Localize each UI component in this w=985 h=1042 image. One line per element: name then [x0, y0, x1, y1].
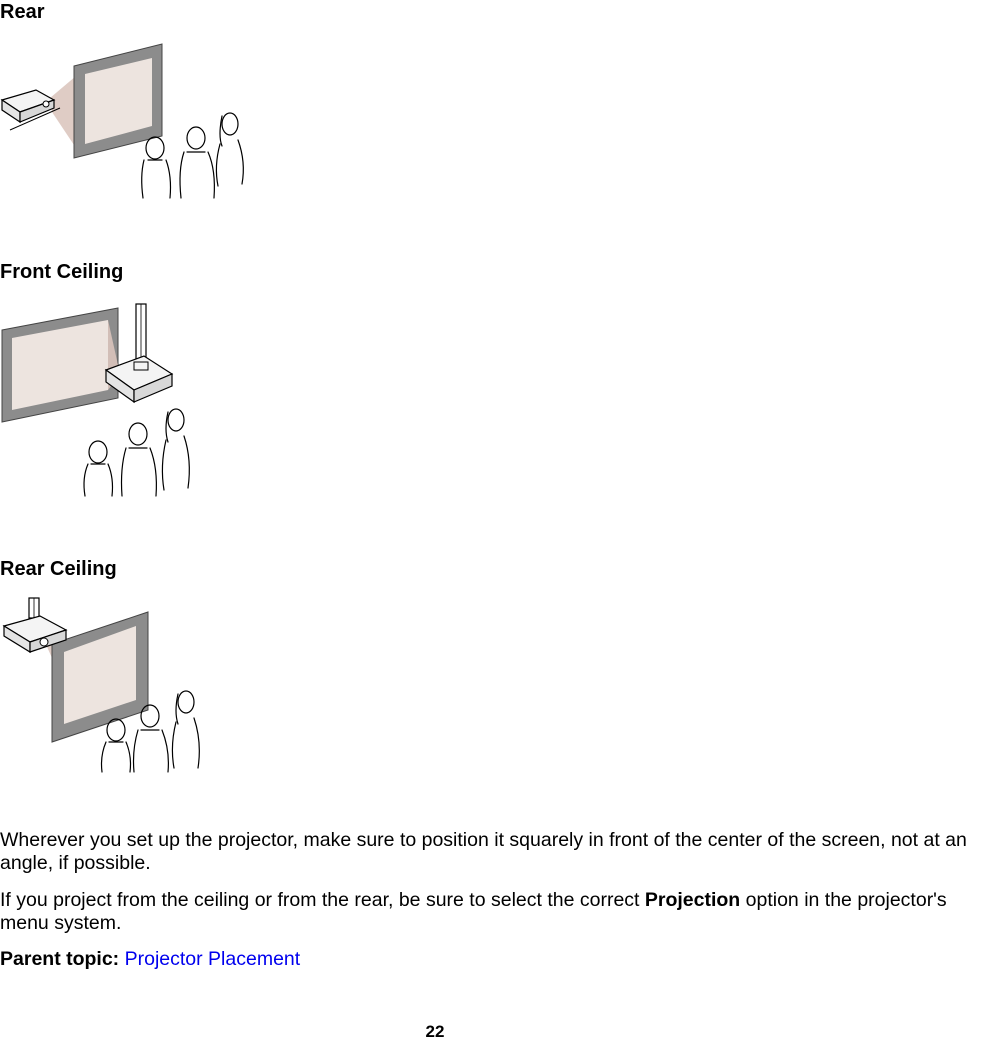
placement-instruction-paragraph: Wherever you set up the projector, make sure to position it squarely in front of the center of the screen, not at an angle, if possible.: [0, 829, 967, 874]
rear-projection-illustration: [0, 36, 260, 206]
section-heading-front-ceiling: Front Ceiling: [0, 261, 124, 283]
projection-paragraph-text-end: option in the projector's menu system.: [0, 889, 947, 934]
front-ceiling-projection-illustration: [0, 300, 200, 500]
parent-topic-line: [0, 948, 985, 971]
section-heading-rear: Rear: [0, 1, 45, 23]
projection-option-name: Projection: [644, 889, 741, 911]
rear-ceiling-projection-illustration: [0, 596, 210, 776]
projection-paragraph-text-start: If you project from the ceiling or from the rear, be sure to select the correct: [0, 889, 645, 911]
parent-topic-label: Parent topic:: [0, 948, 120, 970]
section-heading-rear-ceiling: Rear Ceiling: [0, 558, 117, 580]
page-number: 22: [425, 1022, 445, 1041]
projection-setting-paragraph: [0, 889, 985, 935]
parent-topic-link[interactable]: Projector Placement: [124, 948, 301, 970]
